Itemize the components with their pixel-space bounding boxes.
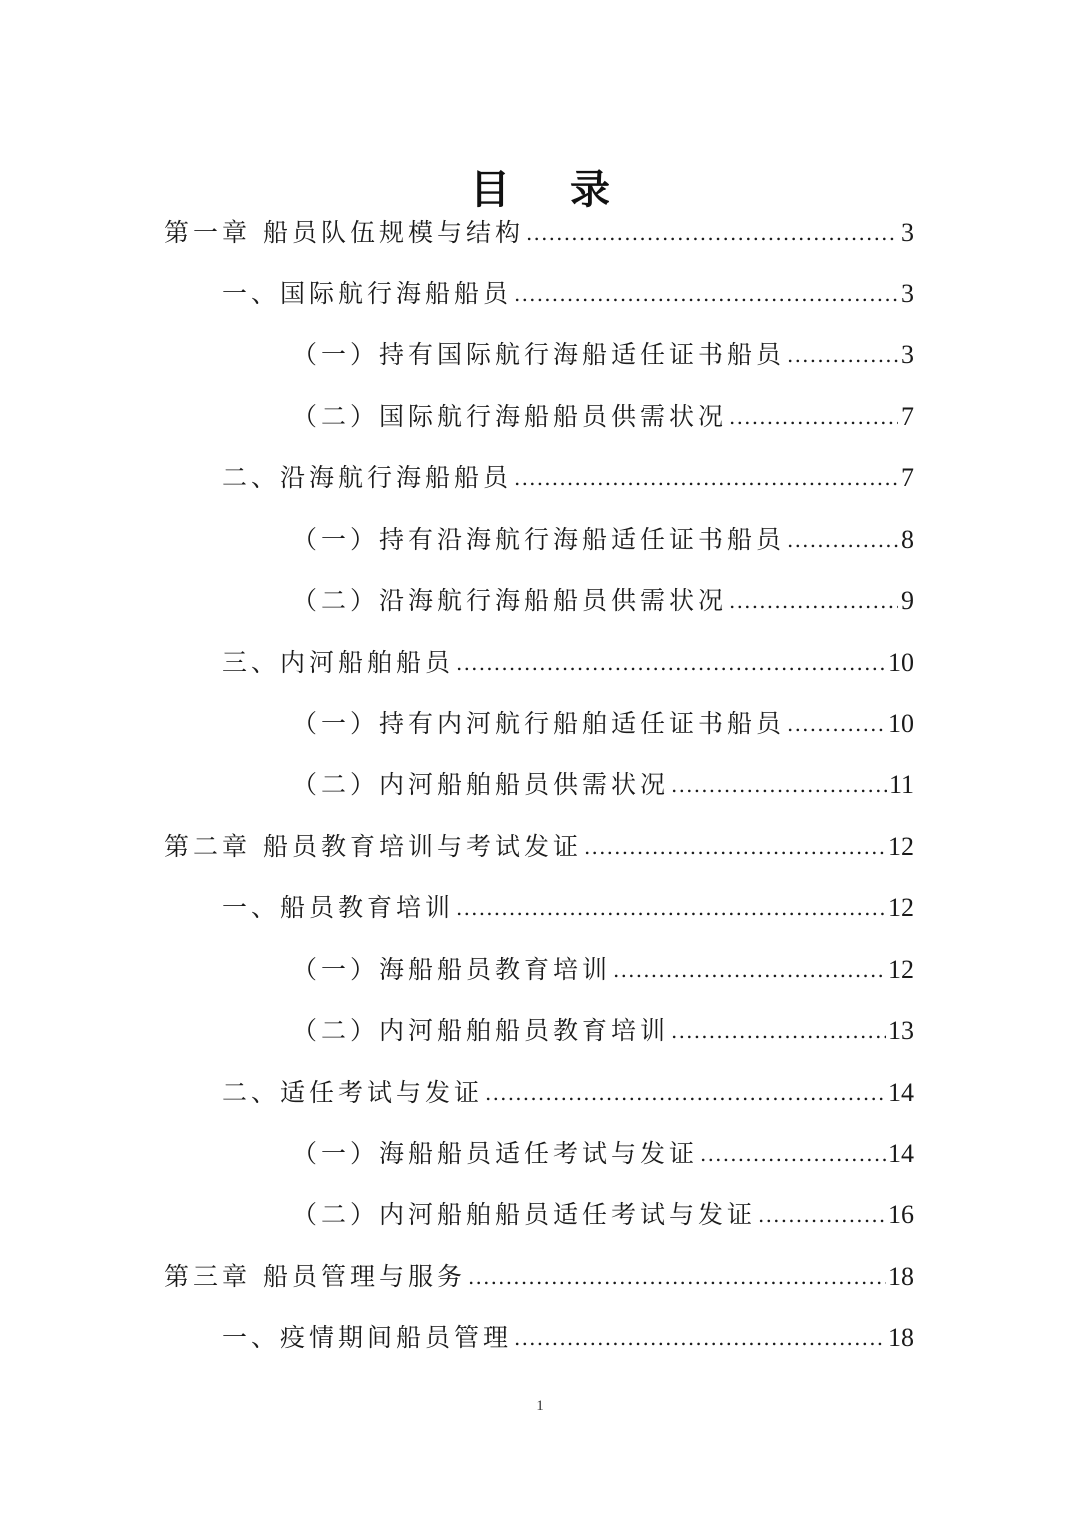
toc-subsection-entry[interactable] [292,520,914,560]
toc-chapter-entry[interactable] [164,1257,914,1297]
toc-subsection-entry[interactable] [292,1195,914,1235]
dot-leader [526,213,898,253]
page-title-part2: 录 [570,167,610,213]
dot-leader [671,1011,886,1051]
dot-leader [584,827,886,867]
toc-entry-label: （一）海船船员教育培训 [292,955,612,984]
toc-entry-label: 二、沿海航行海船船员 [222,463,513,492]
toc-section-entry[interactable] [222,458,914,498]
toc-entry-label: （二）内河船舶船员教育培训 [292,1016,670,1045]
dot-leader [485,1073,886,1113]
page-footer-number: 1 [536,1398,544,1414]
toc-entry-label: 一、疫情期间船员管理 [222,1323,513,1352]
toc-page-number: 11 [888,770,914,799]
dot-leader [758,1195,886,1235]
toc-subsection-entry[interactable] [292,765,914,805]
toc-entry-label: 三、内河船舶船员 [222,648,455,677]
toc-page-number: 12 [888,893,914,922]
toc-page-number: 3 [901,218,914,247]
toc-subsection-entry[interactable] [292,1011,914,1051]
toc-section-entry[interactable] [222,1073,914,1113]
toc-page-number: 12 [888,955,914,984]
toc-page-number: 14 [888,1139,914,1168]
toc-subsection-entry[interactable] [292,581,914,621]
toc-page-number: 18 [888,1262,914,1291]
dot-leader [729,397,898,437]
toc-entry-label: （二）内河船舶船员适任考试与发证 [292,1200,757,1229]
toc-page-number: 14 [888,1078,914,1107]
toc-page-number: 18 [888,1323,914,1352]
toc-entry-label: 第二章 船员教育培训与考试发证 [164,832,582,861]
page-title [0,160,1080,220]
toc-page-number: 8 [901,525,914,554]
dot-leader [468,1257,886,1297]
toc-chapter-entry[interactable] [164,827,914,867]
toc-page-number: 10 [888,648,914,677]
toc-entry-label: 第一章 船员队伍规模与结构 [164,218,524,247]
dot-leader [787,704,886,744]
toc-page-number: 13 [888,1016,914,1045]
toc-section-entry[interactable] [222,643,914,683]
dot-leader [787,520,898,560]
toc-entry-label: 一、船员教育培训 [222,893,455,922]
dot-leader [456,888,886,928]
toc-entry-label: 第三章 船员管理与服务 [164,1262,466,1291]
page-title-part1: 目 [470,167,510,213]
dot-leader [514,458,898,498]
toc-entry-label: 一、国际航行海船船员 [222,279,513,308]
toc-entry-label: 二、适任考试与发证 [222,1078,484,1107]
dot-leader [700,1134,886,1174]
toc-subsection-entry[interactable] [292,397,914,437]
toc-subsection-entry[interactable] [292,335,914,375]
toc-entry-label: （一）持有国际航行海船适任证书船员 [292,340,786,369]
toc-chapter-entry[interactable] [164,213,914,253]
toc-entry-label: （一）海船船员适任考试与发证 [292,1139,699,1168]
toc-entry-label: （二）国际航行海船船员供需状况 [292,402,728,431]
dot-leader [456,643,886,683]
toc-entry-label: （一）持有沿海航行海船适任证书船员 [292,525,786,554]
dot-leader [514,274,898,314]
dot-leader [729,581,898,621]
dot-leader [787,335,898,375]
toc-entry-label: （二）内河船舶船员供需状况 [292,770,670,799]
toc-page-number: 3 [901,279,914,308]
toc-entry-label: （二）沿海航行海船船员供需状况 [292,586,728,615]
toc-page-number: 7 [901,463,914,492]
toc-subsection-entry[interactable] [292,950,914,990]
dot-leader [514,1318,886,1358]
toc-page-number: 3 [901,340,914,369]
toc-section-entry[interactable] [222,1318,914,1358]
toc-page-number: 7 [901,402,914,431]
toc-section-entry[interactable] [222,274,914,314]
toc-entry-label: （一）持有内河航行船舶适任证书船员 [292,709,786,738]
toc-page-number: 10 [888,709,914,738]
toc-subsection-entry[interactable] [292,1134,914,1174]
toc-page-number: 12 [888,832,914,861]
toc-page-number: 16 [888,1200,914,1229]
toc-subsection-entry[interactable] [292,704,914,744]
toc-section-entry[interactable] [222,888,914,928]
dot-leader [671,765,887,805]
dot-leader [613,950,886,990]
toc-page-number: 9 [901,586,914,615]
